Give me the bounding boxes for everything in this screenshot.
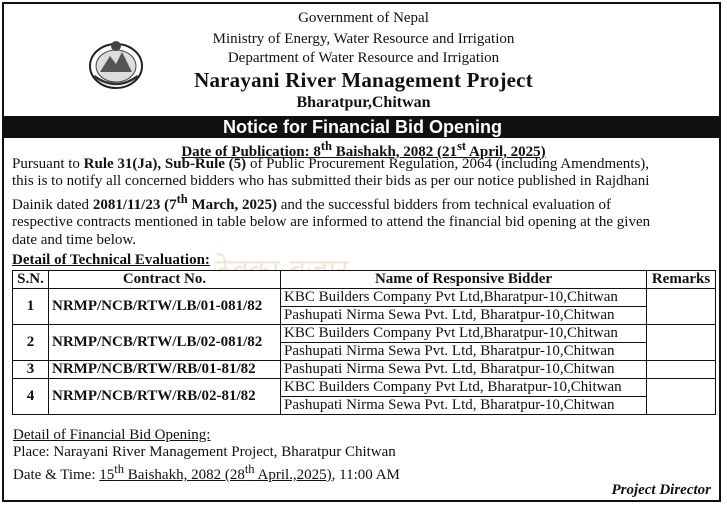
remarks-cell <box>647 325 716 361</box>
bidder-cell: KBC Builders Company Pvt Ltd, Bharatpur-10,Chitwan <box>281 379 647 397</box>
remarks-cell <box>647 361 716 379</box>
header-contract: Contract No. <box>49 271 281 289</box>
evaluation-table <box>12 270 716 415</box>
technical-evaluation-heading: Detail of Technical Evaluation: <box>12 252 210 268</box>
department-line: Department of Water Resource and Irrigation <box>227 50 500 66</box>
project-location: Bharatpur,Chitwan <box>296 94 431 111</box>
bidder-cell: Pashupati Nirma Sewa Pvt. Ltd, Bharatpur-10,Chitwan <box>281 343 647 361</box>
govt-line: Government of Nepal <box>298 10 429 26</box>
table-row: 4 NRMP/NCB/RTW/RB/02-81/82 KBC Builders Company Pvt Ltd, Bharatpur-10,Chitwan <box>13 379 716 397</box>
notice-title-bar <box>4 116 721 138</box>
bidder-cell: Pashupati Nirma Sewa Pvt. Ltd, Bharatpur-10,Chitwan <box>281 361 647 379</box>
table-row: 1 NRMP/NCB/RTW/LB/01-081/82 KBC Builders Company Pvt Ltd,Bharatpur-10,Chitwan <box>13 289 716 307</box>
notice-title: Notice for Financial Bid Opening <box>222 117 503 137</box>
financial-opening-heading: Detail of Financial Bid Opening: <box>13 427 211 443</box>
signatory: Project Director <box>611 482 711 498</box>
publication-date: Date of Publication: 8th Baishakh, 2082 (21st April, 2025) <box>181 139 546 160</box>
notice-paragraph: Pursuant to Rule 31(Ja), Sub-Rule (5) of Public Procurement Regulation, 2064 (including Amendments), this is to notify all concerned bidders who has submitted their bids as per our notice published in Rajdhani Dainik dated 2081/11/23 (7th March, 2025) and the successful bidders from technical evaluation of respective contracts mentioned in table below are informed to attend the financial bid opening at the given date and time below. <box>12 156 651 248</box>
remarks-cell <box>647 289 716 325</box>
project-title: Narayani River Management Project <box>194 68 533 92</box>
opening-datetime: Date & Time: 15th Baishakh, 2082 (28th April.,2025), 11:00 AM <box>13 462 400 483</box>
table-header-row <box>13 271 716 289</box>
bidder-cell: KBC Builders Company Pvt Ltd,Bharatpur-10,Chitwan <box>281 325 647 343</box>
bidder-cell: Pashupati Nirma Sewa Pvt. Ltd, Bharatpur-10,Chitwan <box>281 307 647 325</box>
ministry-line: Ministry of Energy, Water Resource and Irrigation <box>212 31 515 47</box>
bidder-cell: KBC Builders Company Pvt Ltd,Bharatpur-10,Chitwan <box>281 289 647 307</box>
header-sn: S.N. <box>13 271 49 289</box>
bidder-cell: Pashupati Nirma Sewa Pvt. Ltd, Bharatpur-10,Chitwan <box>281 397 647 415</box>
table-row: 2 NRMP/NCB/RTW/LB/02-081/82 KBC Builders Company Pvt Ltd,Bharatpur-10,Chitwan <box>13 325 716 343</box>
opening-place: Place: Narayani River Management Project, Bharatpur Chitwan <box>13 444 396 460</box>
header-bidder: Name of Responsive Bidder <box>281 271 647 289</box>
header-remarks: Remarks <box>647 271 716 289</box>
remarks-cell <box>647 379 716 415</box>
table-row: 3 NRMP/NCB/RTW/RB/01-81/82 Pashupati Nirma Sewa Pvt. Ltd, Bharatpur-10,Chitwan <box>13 361 716 379</box>
